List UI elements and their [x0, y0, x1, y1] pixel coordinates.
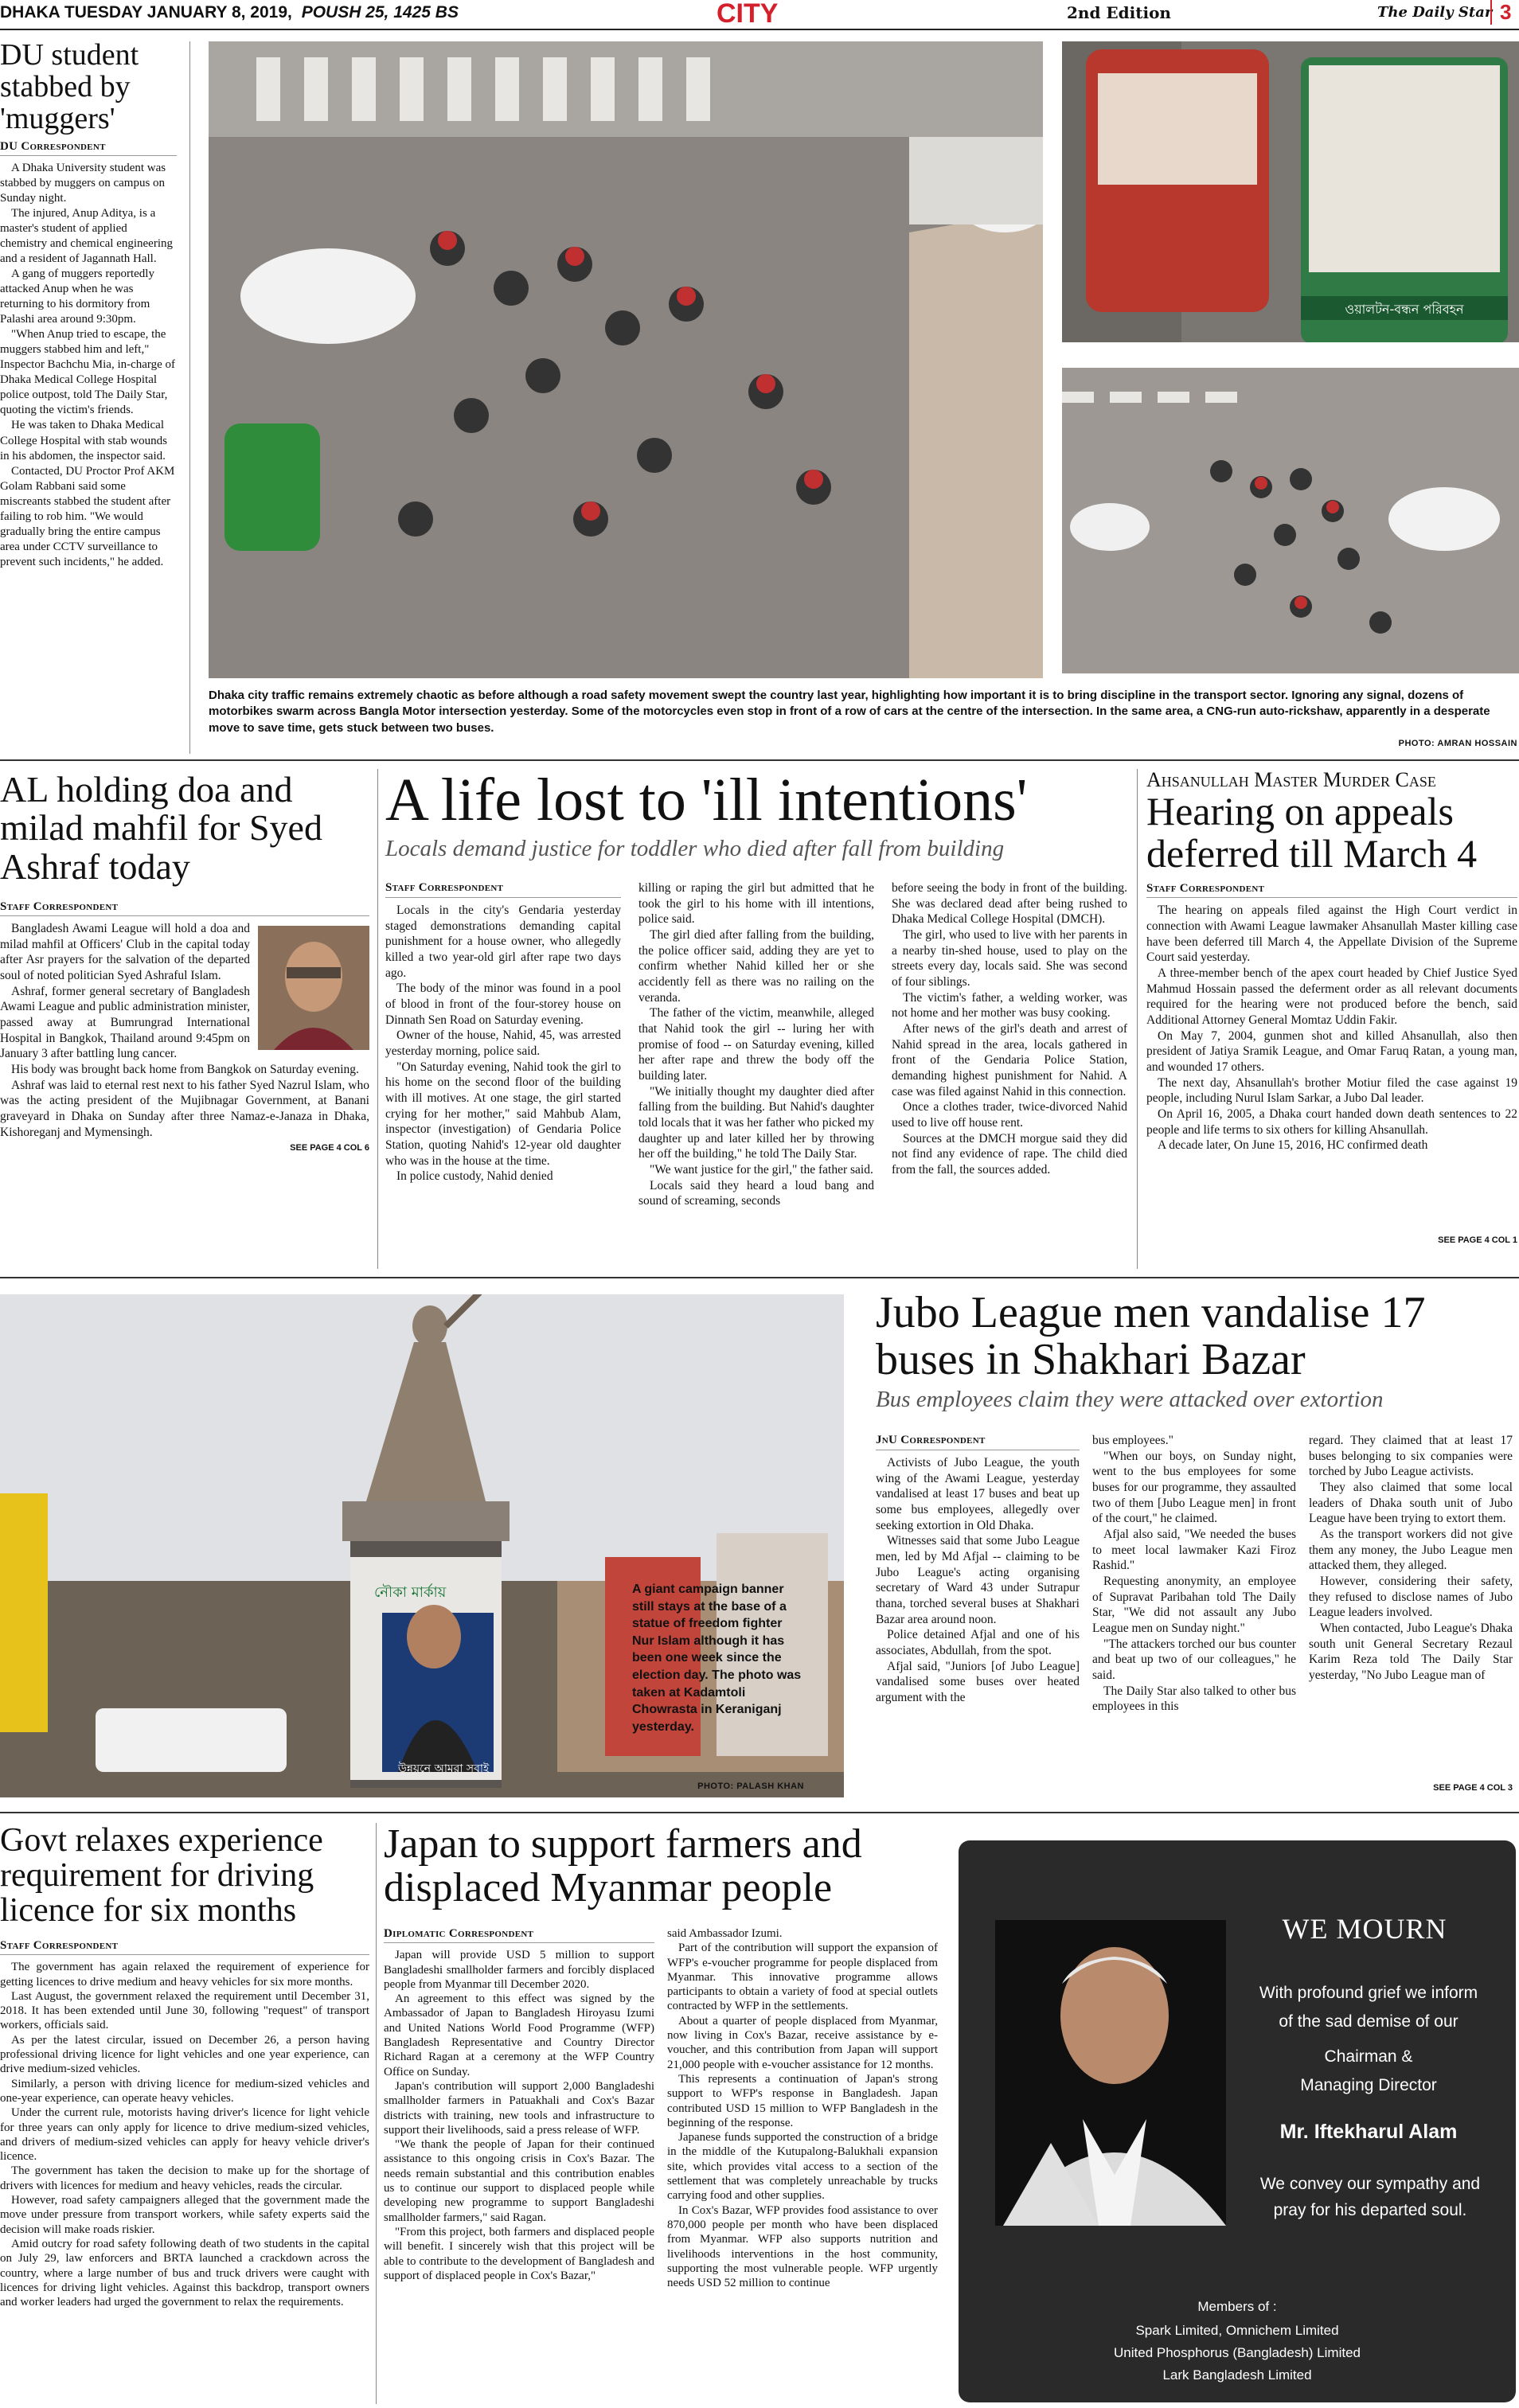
life-subhead: Locals demand justice for toddler who died after fall from building — [385, 835, 1005, 861]
obit-sympathy: We convey our sympathy and pray for his departed soul. — [1259, 2175, 1481, 2219]
banner-boat-text: নৌকা মার্কায় — [374, 1584, 447, 1601]
japan-headline: Japan to support farmers and displaced Myanmar people — [384, 1821, 862, 1910]
licence-story — [0, 1823, 369, 2404]
jubo-col-3: regard. They claimed that at least 17 buses belonging to six companies were torched by Jubo League activists. They also claimed that some local leaders of Dhaka south unit of Jubo League have been trying to extort them. As the transport workers did not give them any money, the Jubo League men attacked them, they alleged. However, considering their safety, they refused to disclose names of Jubo League leaders involved. When contacted, Jubo League's Dhaka south unit General Secretary Rezaul Karim Reza told The Daily Star yesterday, "No Jubo League man of — [1309, 1434, 1513, 1683]
al-byline: Staff Correspondent — [0, 900, 369, 916]
jubo-subhead: Bus employees claim they were attacked over extortion — [876, 1386, 1384, 1412]
jubo-headline: Jubo League men vandalise 17 buses in Shakhari Bazar — [876, 1288, 1426, 1384]
obit-member-1: Spark Limited, Omnichem Limited — [1135, 2323, 1339, 2338]
ahsan-continued: SEE PAGE 4 COL 1 — [1438, 1235, 1517, 1246]
traffic-intersection-photo — [1062, 368, 1519, 673]
page-header — [0, 0, 1519, 27]
life-col-3: before seeing the body in front of the building. She was declared dead after being rushed to Dhaka Medical College Hospital (DMCH). The girl, who used to live with her parents in a nearby tin-shed house, used to play on the streets every day, locals said. She was second of four siblings. The victim's father, a welding worker, was not home and her mother was busy cooking. After news of the girl's death and arrest of Nahid spread in the area, locals gathered in front of the Gendaria Police Station, demanding highest punishment for Nahid. A case was filed against Nahid in this connection. Once a clothes trader, twice-divorced Nahid used to live off house rent. Sources at the DMCH morgue said they did not find any evidence of rape. The child died from the fall, the sources added. — [892, 881, 1127, 1177]
bus-sign-text: ওয়ালটন-বন্ধন পরিবহন — [1345, 302, 1464, 317]
du-headline: DU student stabbed by 'muggers' — [0, 40, 139, 135]
al-continued: SEE PAGE 4 COL 6 — [290, 1143, 369, 1153]
masthead-logo: The Daily Star — [1377, 4, 1493, 21]
ahsan-story — [1146, 769, 1517, 1270]
ahsan-byline: Staff Correspondent — [1146, 882, 1517, 898]
obit-member-3: Lark Bangladesh Limited — [1162, 2367, 1312, 2383]
bangla-date: POUSH 25, 1425 BS — [301, 3, 459, 21]
section-label: CITY — [717, 0, 779, 29]
ahsan-headline: Hearing on appeals deferred till March 4 — [1146, 789, 1478, 876]
life-col-1: Staff Correspondent Locals in the city's Gendaria yesterday staged demonstrations demanding capital punishment for a house owner, who allegedly killed a two year-old girl after rape two days ago. The body of the minor was found in a pool of blood in front of the four-storey house on Dinnath Sen Road on Saturday evening. Owner of the house, Nahid, 45, was arrested yesterday morning, police said. "On Saturday evening, Nahid took the girl to his home on the second floor of the building with ill motives. At one stage, the girl started crying for her mother," said Mahbub Alam, inspector (investigation) of Gendaria Police Station, quoting Nahid's 12-year old daughter who was in the house at the time. In police custody, Nahid denied — [385, 881, 621, 1184]
statue-caption: A giant campaign banner still stays at the base of a statue of freedom fighter Nur Islam although it has been one week since the election day. The photo was taken at Kadamtoli Chowrasta in Keraniganj yesterday. — [632, 1583, 802, 1734]
traffic-bus-photo — [1062, 41, 1519, 342]
obit-members-label: Members of : — [1197, 2299, 1277, 2314]
al-story — [0, 771, 369, 1272]
obit-role-2: Managing Director — [1300, 2076, 1437, 2094]
jubo-col-1: JnU Correspondent Activists of Jubo League, the youth wing of the Awami League, yesterday vandalised at least 17 buses and beat up some bus employees, allegedly over seeking extortion in Old Dhaka. Witnesses said that some Jubo League men, led by Md Afjal -- claiming to be Jubo League's acting organising secretary of Ward 43 under Sutrapur thana, torched several buses at Shakhari Bazar area around noon. Police detained Afjal and one of his associates, Abdullah, from the spot. Afjal said, "Juniors [of Jubo League] vandalised some buses over heated argument with the — [876, 1434, 1080, 1705]
obit-title: WE MOURN — [1282, 1913, 1447, 1945]
obituary-ad — [959, 1840, 1516, 2402]
licence-headline: Govt relaxes experience requirement for driving licence for six months — [0, 1823, 323, 1930]
statue-caption-box — [632, 1581, 807, 1735]
obit-intro: With profound grief we inform of the sad demise of our — [1259, 1984, 1478, 2031]
du-body: A Dhaka University student was stabbed by muggers on campus on Sunday night. The injured, Anup Aditya, is a master's student of applied chemistry and chemical engineering and a resident of Jagannath Hall. A gang of muggers reportedly attacked Anup when he was returning to his dormitory from Palashi area around 9:30pm. "When Anup tried to escape, the muggers stabbed him and left," Inspector Bachchu Mia, in-charge of Dhaka Medical College Hospital police outpost, told The Daily Star, quoting the victim's friends. He was taken to Dhaka Medical College Hospital with stab wounds in his abdomen, the inspector said. Contacted, DU Proctor Prof AKM Golam Rabbani said some miscreants stabbed the student after failing to rob him. "We would gradually bring the entire campus area under CCTV surveillance to prevent such incidents," he added. — [0, 161, 176, 568]
edition-label: 2nd Edition — [1067, 3, 1171, 22]
japan-col-1: Diplomatic Correspondent Japan will provide USD 5 million to support Bangladeshi smallholder farmers and forcibly displaced people from Myanmar till December 2020. An agreement to this effect was signed by the Ambassador of Japan to Bangladesh Hiroyasu Izumi and United Nations World Food Programme (WFP) Bangladesh Representative and Country Director Richard Ragan at a ceremony at the WFP Country Office on Sunday. Japan's contribution will support 2,000 Bangladeshi smallholder farmers in Patuakhali and Cox's Bazar districts with training, new tools and infrastructure to support their livelihoods, said a press release of WFP. "We thank the people of Japan for their continued assistance to this ongoing crisis in Cox's Bazar. The needs remain substantial and this contribution enables us to continue our support to displaced people while developing new programme to support Bangladeshi smallholder farmers," said Ragan. "From this project, both farmers and displaced people will benefit. I sincerely wish that this project will be able to contribute to the development of Bangladesh and support of displaced people in Cox's Bazar," — [384, 1927, 654, 2282]
date-line: DHAKA TUESDAY JANUARY 8, 2019, — [0, 3, 292, 21]
jubo-continued: SEE PAGE 4 COL 3 — [1433, 1783, 1513, 1793]
jubo-story — [876, 1290, 1517, 1807]
page-number: 3 — [1490, 0, 1511, 25]
du-byline: DU Correspondent — [0, 140, 177, 156]
life-col-2: killing or raping the girl but admitted that he took the girl to his home with ill intentions, police said. The girl died after falling from the building, the police officer said, adding they are yet to confirm whether Nahid killed her or she accidently fell as there was no railing on the veranda. The father of the victim, meanwhile, alleged that Nahid took the girl -- luring her with promise of food -- on Saturday evening, killed her after rape and threw the body off the building later. "We initially thought my daughter died after falling from the building. But Nahid's daughter told locals that it was her father who picked my daughter up and later killed her by throwing her off the building," he told The Daily Star. "We want justice for the girl," the father said. Locals said they heard a loud bang and sound of screaming, seconds — [638, 881, 874, 1208]
licence-byline: Staff Correspondent — [0, 1939, 369, 1955]
ahsan-body: The hearing on appeals filed against the High Court verdict in connection with Awami League lawmaker Ahsanullah Master killing case have been deferred till March 4, the Appellate Division of the Supreme Court said yesterday. A three-member bench of the apex court headed by Chief Justice Syed Mahmud Hossain passed the deferment order as all relevant documents required for the hearing were not produced before the bench, said Additional Attorney General Momtaz Uddin Fakir. On May 7, 2004, gunmen shot and killed Ahsanullah, also then president of Jatiya Sramik League, and Omar Faruq Ratan, a young man, and wounded 17 others. The next day, Ahsanullah's brother Motiur filed the case against 19 people, including Nurul Islam Sarkar, a Jubo Dal leader. On April 16, 2005, a Dhaka court handed down death sentences to 22 people and life terms to six others for killing Ahsanullah. A decade later, On June 15, 2016, HC confirmed death — [1146, 903, 1517, 1153]
obit-photo — [995, 1920, 1226, 2226]
obit-name: Mr. Iftekharul Alam — [1279, 2121, 1458, 2143]
japan-story — [384, 1823, 946, 2404]
traffic-caption: Dhaka city traffic remains extremely chaotic as before although a road safety movement swept the country last year, highlighting how important it is to bring discipline in the transport sector. Ignoring any signal, dozens of motorbikes swarm across Bangla Motor intersection yesterday. Some of the motorcycles even stop in front of a row of cars at the centre of the intersection. In the same area, a CNG-run auto-rickshaw, apparently in a desperate move to save time, gets stuck between two buses. — [209, 689, 1490, 735]
life-headline: A life lost to 'ill intentions' — [385, 767, 1028, 833]
jubo-col-2: bus employees." "When our boys, on Sunday night, went to the bus employees for some buses for our programme, they assaulted two of them [Jubo League men] in front of the court," he claimed. Afjal also said, "We needed the buses to meet local lawmaker Kazi Firoz Rashid." Requesting anonymity, an employee of Supravat Paribahan told The Daily Star, "We did not assault any Jubo League men on Sunday night." "The attackers torched our bus counter and beat up two of our colleagues," he said. The Daily Star also talked to other bus employees in this — [1092, 1434, 1296, 1714]
traffic-main-photo — [209, 41, 1043, 678]
traffic-credit: PHOTO: AMRAN HOSSAIN — [1398, 739, 1517, 748]
statue-credit: PHOTO: PALASH KHAN — [697, 1782, 804, 1791]
life-story — [385, 769, 1134, 1270]
obit-member-2: United Phosphorus (Bangladesh) Limited — [1114, 2345, 1361, 2360]
header-rule — [0, 29, 1519, 30]
japan-col-2: said Ambassador Izumi. Part of the contribution will support the expansion of WFP's e-voucher programme for people displaced from Myanmar. This innovative programme allows participants to obtain a variety of food at special outlets contracted by WFP in the settlements. About a quarter of people displaced from Myanmar, now living in Cox's Bazar, receive assistance by e-voucher, and this contribution from Japan will support 21,000 people with e-voucher assistance for 12 months. This represents a continuation of Japan's strong support to WFP's response in Bangladesh. Japan contributed USD 15 million to WFP Bangladesh in the beginning of the response. Japanese funds supported the construction of a bridge in the middle of the Kutupalong-Balukhali expansion site, which provides vital access to a section of the settlement that was completely unreachable by trucks carrying food and other supplies. In Cox's Bazar, WFP provides food assistance to over 870,000 people per month who have been displaced from Myanmar. WFP also supports nutrition and livelihoods interventions in the host community, supporting the most vulnerable people. WFP urgently needs USD 52 million to continue — [667, 1927, 938, 2290]
al-portrait — [258, 926, 369, 1050]
du-story — [0, 40, 177, 756]
al-body: Bangladesh Awami League will hold a doa and milad mahfil at Officers' Club in the capital today after Asr prayers for the salvation of the departed soul of noted politician Syed Ashraful Islam. Ashraf, former general secretary of Bangladesh Awami League and public administration minister, passed away at Bumrungrad International Hospital in Bangkok, Thailand around 9:45pm on January 3 after battling lung cancer. His body was brought back home from Bangkok on Saturday evening. Ashraf was laid to eternal rest next to his father Syed Nazrul Islam, who was the acting president of the Mujibnagar Government, at Banani graveyard in Dhaka on Sunday after three Namaz-e-Janaza in Dhaka, Kishoreganj and Mymensingh. — [0, 921, 369, 1139]
licence-body: The government has again relaxed the requirement of experience for getting licences to drive medium and heavy vehicles for six more months. Last August, the government relaxed the requirement until December 31, 2018. It has been extended until June 30, following "request" of transport workers, officials said. As per the latest circular, issued on December 26, a person having professional driving licence for light vehicles and one year experience, can drive medium-sized vehicles. Similarly, a person with driving licence for medium-sized vehicles and one-year experience, can operate heavy vehicles. Under the current rule, motorists having driver's licence for light vehicle for three years can only apply for licence to drive medium-sized vehicles, and drivers of medium-sized vehicles can apply for heavy vehicle driver's licence. The government has taken the decision to make up for the shortage of drivers with licences for medium and heavy vehicles, reads the circular. However, road safety campaigners alleged that the government made the move under pressure from transport workers, while safety experts said the decision will make roads riskier. Amid outcry for road safety following death of two students in the capital on July 29, law enforcers and BRTA launched a crackdown across the country, where a large number of bus and truck drivers were caught with licences for driving light vehicles. Against this backdrop, transport owners and worker leaders had urged the government to relax the requirements. — [0, 1961, 369, 2309]
banner-bottom-text: উন্নয়নে আমরা সবাই — [398, 1762, 490, 1775]
ahsan-kicker: Ahsanullah Master Murder Case — [1146, 769, 1436, 791]
obit-role-1: Chairman & — [1324, 2047, 1413, 2066]
al-headline: AL holding doa and milad mahfil for Syed Ashraf today — [0, 771, 322, 887]
